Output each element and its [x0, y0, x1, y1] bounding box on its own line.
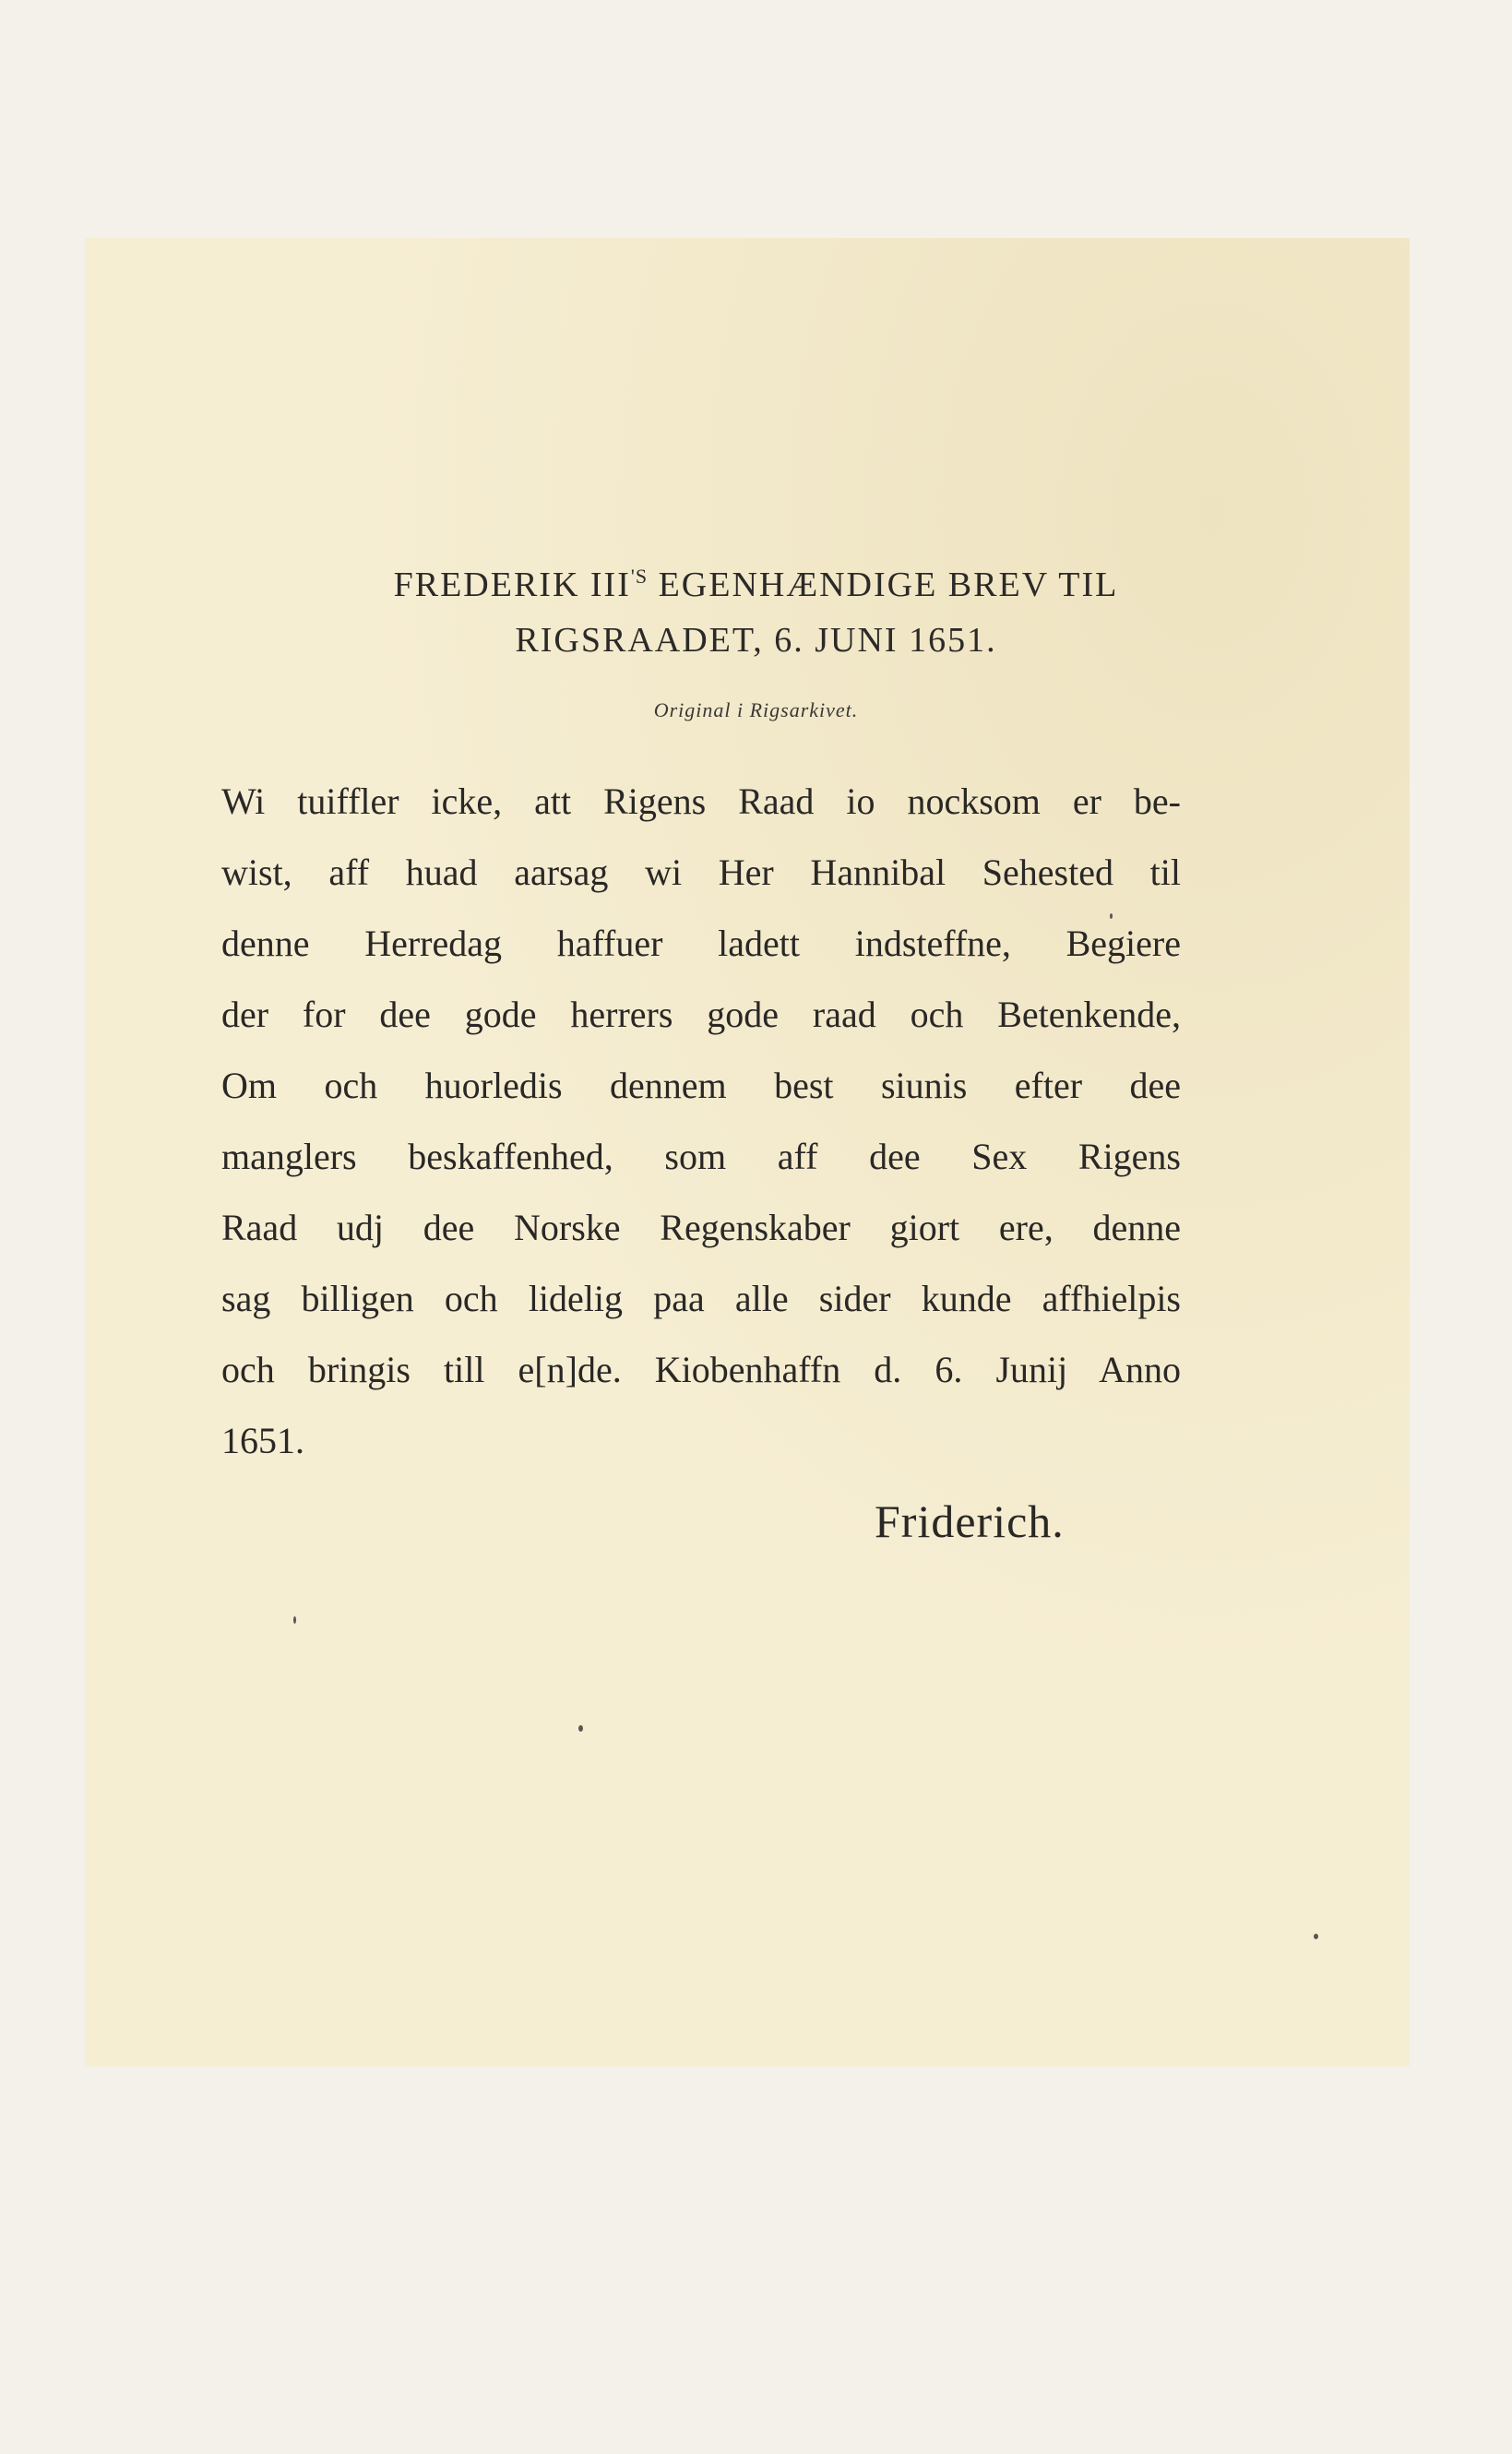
letter-line: 1651. — [221, 1420, 304, 1461]
paper-speck — [293, 1616, 296, 1624]
letter-line: denne Herredag haffuer ladett indsteffne, Begiere — [221, 923, 1181, 964]
paper-speck — [578, 1725, 583, 1732]
letter-line: wist, aff huad aarsag wi Her Hannibal Sehested til — [221, 852, 1181, 893]
letter-line: Om och huorledis dennem best siunis efter dee — [221, 1065, 1181, 1106]
title-line-2: RIGSRAADET, 6. JUNI 1651. — [515, 621, 997, 660]
title-superscript: 'S — [630, 565, 649, 588]
letter-line: Raad udj dee Norske Regenskaber giort ere, denne — [221, 1207, 1181, 1248]
letter-body — [221, 766, 1181, 1476]
paper-speck — [1110, 913, 1113, 919]
paper-speck — [1314, 1934, 1318, 1939]
signature: Friderich. — [875, 1495, 1065, 1547]
letter-line: Wi tuiffler icke, att Rigens Raad io nocksom er be- — [221, 780, 1181, 822]
letter-line: sag billigen och lidelig paa alle sider kunde affhielpis — [221, 1278, 1181, 1319]
letter-line: der for dee gode herrers gode raad och Betenkende, — [221, 994, 1181, 1035]
letter-line: manglers beskaffenhed, som aff dee Sex Rigens — [221, 1136, 1181, 1177]
source-note: Original i Rigsarkivet. — [653, 698, 859, 721]
title-line-1: FREDERIK $III^{'S}$ EGENHÆNDIGE BREV TIL — [393, 565, 1119, 604]
letter-line: och bringis till e[n]de. Kiobenhaffn d. 6. Junij Anno — [221, 1349, 1181, 1390]
